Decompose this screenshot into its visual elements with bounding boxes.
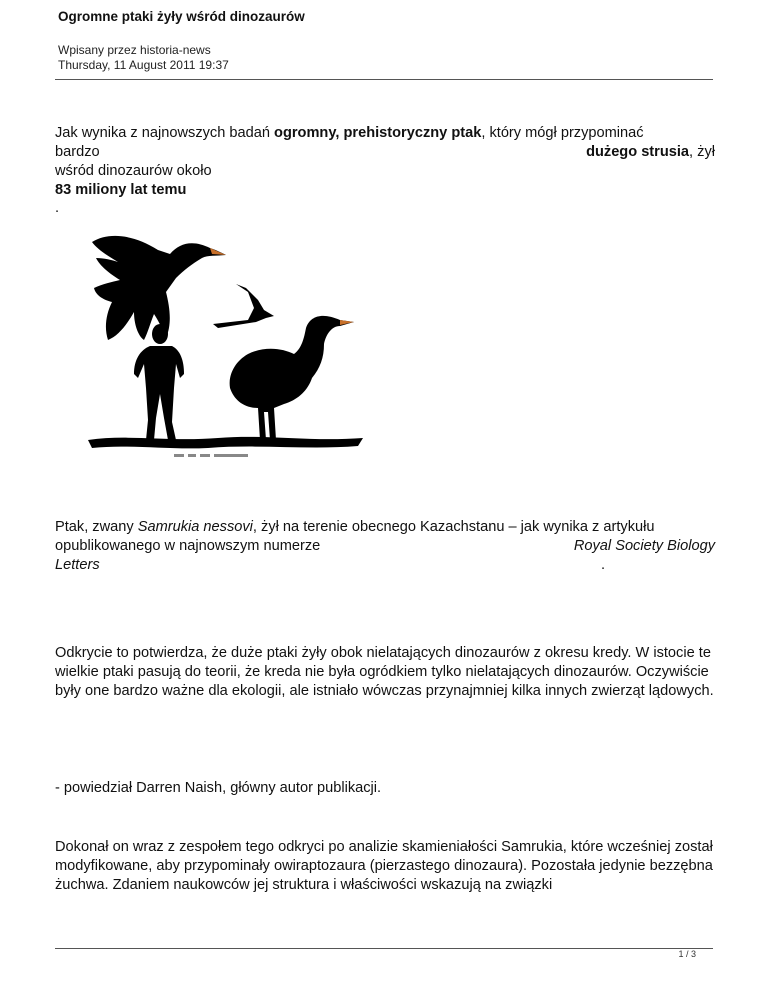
intro-period: . xyxy=(55,200,60,216)
intro-text: , który mógł przypominać xyxy=(481,125,644,141)
intro-line-1 xyxy=(55,124,715,143)
journal-name: Royal Society Biology xyxy=(573,538,715,554)
date-line: Thursday, 11 August 2011 19:37 xyxy=(58,58,229,72)
species-line-3 xyxy=(55,556,715,575)
species-name: Samrukia nessovi xyxy=(137,519,253,535)
intro-text: , żył xyxy=(689,144,715,160)
intro-bold-date: 83 miliony lat temu xyxy=(55,182,187,198)
journal-name-end: Letters xyxy=(55,557,100,573)
header-divider xyxy=(55,79,713,80)
intro-bold-strusia: dużego strusia xyxy=(586,144,690,160)
species-text: Ptak, zwany xyxy=(55,519,138,535)
article-meta xyxy=(58,43,229,73)
footer-divider xyxy=(55,948,713,949)
species-period: . xyxy=(600,557,605,573)
analysis-paragraph: Dokonał on wraz z zespołem tego odkryci po analizie skamieniałości Samrukia, które wcześniej został modyfikowane, aby przypominały owiraptozaura (pierzastego dinozaura). Pozostała jedynie bezzębna żuchwa. Zdaniem naukowców jej struktura i właściwości wskazują na związki xyxy=(55,839,713,893)
intro-line-4 xyxy=(55,181,715,200)
intro-bold-ptak: ogromny, prehistoryczny ptak xyxy=(274,125,482,141)
quote-attribution: - powiedział Darren Naish, główny autor publikacji. xyxy=(55,780,382,796)
prehistoric-bird-silhouette-illustration xyxy=(88,228,363,460)
intro-line-2 xyxy=(55,143,715,162)
article-title: Ogromne ptaki żyły wśród dinozaurów xyxy=(58,9,305,24)
species-line-2 xyxy=(55,537,715,556)
species-paragraph xyxy=(55,518,715,575)
page-number: 1 / 3 xyxy=(678,949,696,959)
species-text: , żył na terenie obecnego Kazachstanu – jak wynika z artykułu xyxy=(252,519,655,535)
intro-text: bardzo xyxy=(55,144,100,160)
species-text: opublikowanego w najnowszym numerze xyxy=(55,538,321,554)
discovery-paragraph: Odkrycie to potwierdza, że duże ptaki żyły obok nielatających dinozaurów z okresu kredy. W istocie te wielkie ptaki pasują do teorii, że kreda nie była ogródkiem tylko nielatających dinozaurów. Oczywiście były one bardzo ważne dla ekologii, ale istniało wówczas przynajmniej kilka innych zwierząt lądowych. xyxy=(55,645,714,699)
intro-line-3: wśród dinozaurów około xyxy=(55,163,212,179)
species-line-1 xyxy=(55,518,715,537)
author-line: Wpisany przez historia-news xyxy=(58,43,211,57)
intro-text: Jak wynika z najnowszych badań xyxy=(55,125,275,141)
intro-paragraph xyxy=(55,124,715,200)
